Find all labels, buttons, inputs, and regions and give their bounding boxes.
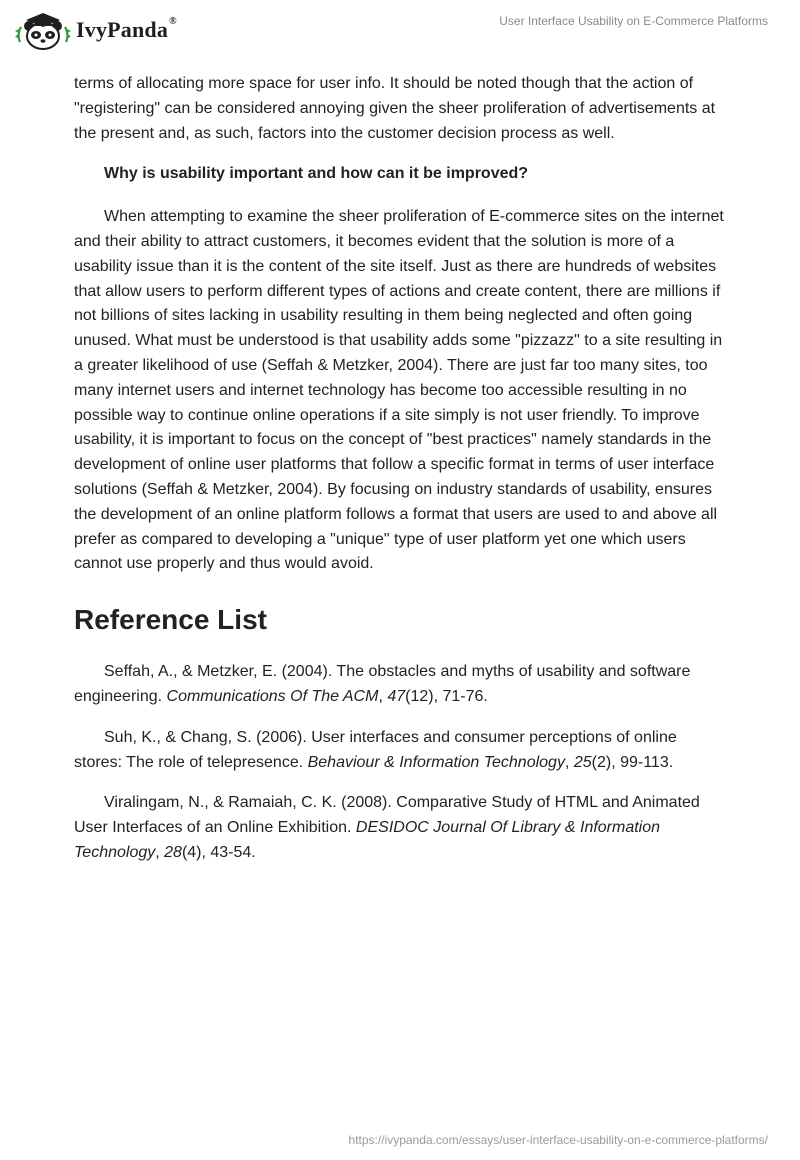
intro-paragraph: terms of allocating more space for user info. It should be noted though that the action of "registering" can be considered annoying given the sheer proliferation of advertisements at the present and, as such, factors into the customer decision process as well. — [74, 75, 716, 142]
reference-volume: 25 — [573, 753, 592, 771]
reference-journal: Communications Of The ACM — [166, 687, 379, 705]
reference-list-title: Reference List — [74, 604, 267, 636]
reference-journal: Behaviour & Information Technology — [307, 753, 565, 771]
essay-content — [74, 72, 728, 882]
reference-lead: Viralingam, N., & Ramaiah, C. K. (2008). Comparative Study of HTML and Animated User Interfaces of an Online Exhibition. — [74, 794, 700, 837]
reference-item — [74, 791, 728, 865]
reference-item — [74, 726, 728, 776]
reference-journal: DESIDOC Journal Of Library & Information Technology — [74, 819, 661, 861]
reference-separator: , — [155, 843, 165, 861]
document-title: User Interface Usability on E-Commerce Platforms — [499, 14, 768, 28]
panda-graduate-logo-icon — [14, 8, 72, 52]
reference-separator: , — [378, 687, 388, 705]
reference-lead: Suh, K., & Chang, S. (2006). User interfaces and consumer perceptions of online stores: The role of telepresence. — [74, 728, 677, 771]
reference-tail: (2), 99-113. — [591, 753, 674, 771]
brand-name — [76, 16, 177, 42]
source-url-link[interactable]: https://ivypanda.com/essays/user-interface-usability-on-e-commerce-platforms/ — [348, 1133, 768, 1147]
page-header — [0, 0, 800, 60]
reference-separator: , — [564, 753, 574, 771]
reference-volume: 28 — [164, 843, 182, 861]
registered-mark: ® — [169, 16, 177, 27]
reference-item — [74, 660, 728, 710]
section-subheading: Why is usability important and how can it be improved? — [104, 165, 529, 183]
ivypanda-logo[interactable] — [14, 8, 177, 52]
reference-volume: 47 — [387, 687, 406, 705]
brand-text: IvyPanda — [76, 17, 169, 42]
reference-tail: (4), 43-54. — [181, 843, 256, 861]
reference-lead: Seffah, A., & Metzker, E. (2004). The obstacles and myths of usability and software engineering. — [74, 663, 691, 705]
reference-tail: (12), 71-76. — [405, 687, 488, 705]
main-paragraph: When attempting to examine the sheer proliferation of E-commerce sites on the internet and their ability to attract customers, it becomes evident that the solution is more of a usability issue than it is the content of the site itself. Just as there are hundreds of websites that allow users to perform different types of actions and create content, there are millions if not billions of sites lacking in usability resulting in them being neglected and often going unused. What must be understood is that usability adds some "pizzazz" to a site resulting in a greater likelihood of use (Seffah & Metzker, 2004). There are just far too many sites, too many internet users and internet technology has become too accessible resulting in no possible way to continue online operations if a site simply is not user friendly. To improve usability, it is important to focus on the concept of "best practices" namely standards in the development of online user platforms that follow a specific format in terms of user interface solutions (Seffah & Metzker, 2004). By focusing on industry standards of usability, ensures the development of an online platform follows a format that users are used to and above all prefer as compared to developing a "unique" type of user platform yet one which users cannot use properly and thus would avoid. — [74, 208, 724, 573]
